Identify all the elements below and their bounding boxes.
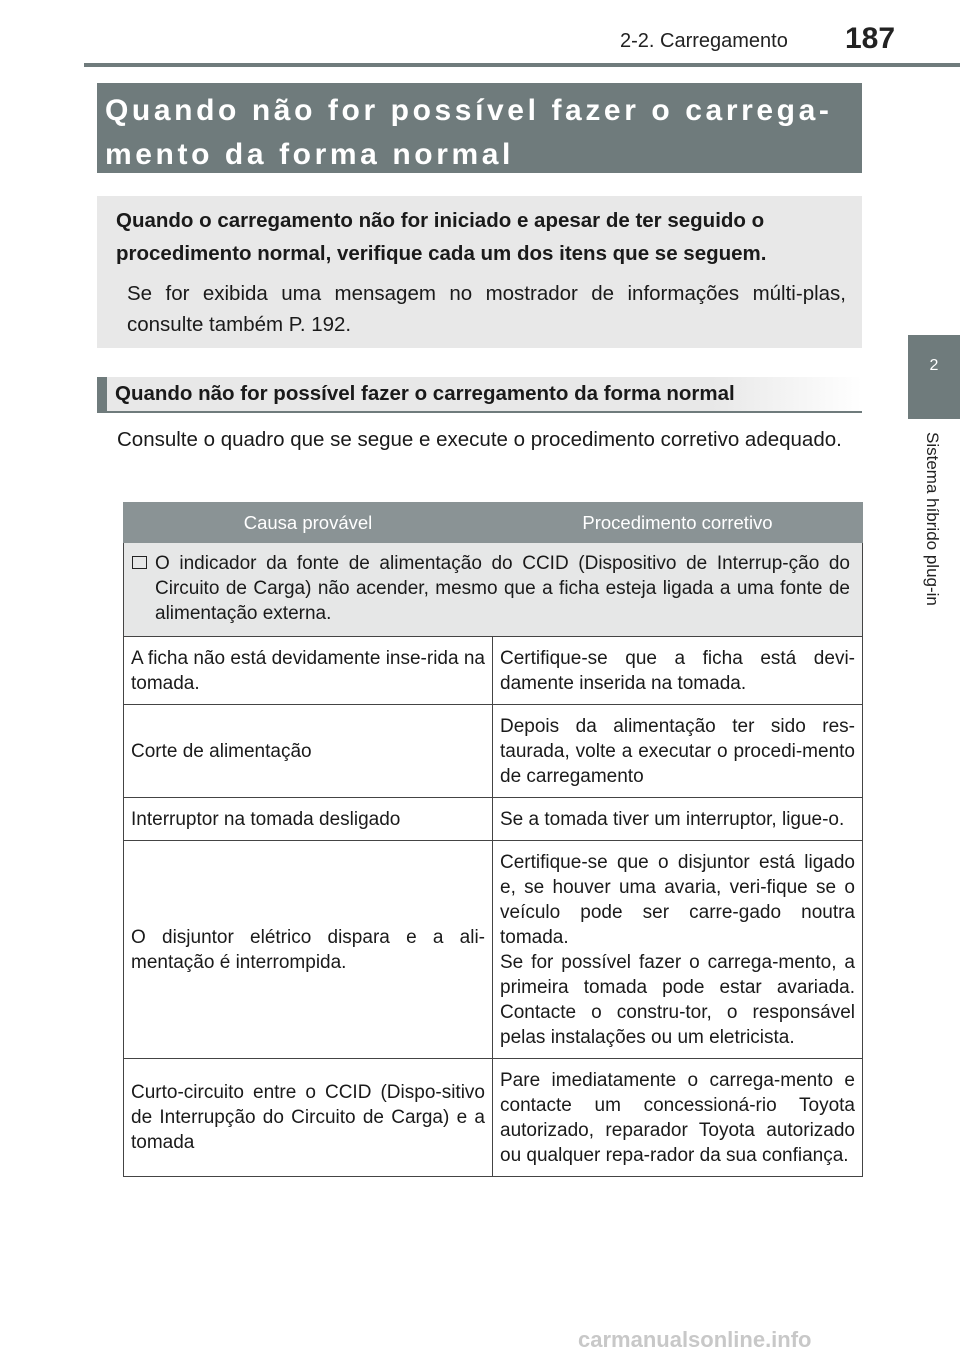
table-header-row bbox=[124, 503, 863, 543]
table-row bbox=[124, 705, 863, 798]
subheading-bar bbox=[97, 377, 862, 413]
chapter-tab-number: 2 bbox=[929, 357, 939, 374]
page-title-line-2: mento da forma normal bbox=[105, 138, 514, 171]
solution-cell: Se a tomada tiver um interruptor, ligue-o. bbox=[493, 798, 863, 841]
cause-cell: Corte de alimentação bbox=[124, 705, 493, 798]
table-group-title: O indicador da fonte de alimentação do CCID (Dispositivo de Interrup-ção do Circuito de Carga) não acender, mesmo que a ficha esteja ligada a uma fonte de alimentação externa. bbox=[155, 553, 850, 624]
column-header-cause: Causa provável bbox=[124, 503, 493, 543]
cause-cell: Curto-circuito entre o CCID (Dispo-sitivo de Interrupção do Circuito de Carga) e a tomada bbox=[124, 1059, 493, 1177]
solution-cell: Pare imediatamente o carrega-mento e contacte um concessioná-rio Toyota autorizado, reparador Toyota autorizado ou qualquer repa-rador da sua confiança. bbox=[493, 1059, 863, 1177]
solution-cell: Certifique-se que a ficha está devi-damente inserida na tomada. bbox=[493, 637, 863, 705]
cause-cell: O disjuntor elétrico dispara e a ali-mentação é interrompida. bbox=[124, 841, 493, 1059]
chapter-tab bbox=[908, 335, 960, 419]
header-rule bbox=[84, 63, 960, 67]
page-title bbox=[105, 89, 862, 177]
solution-cell: Depois da alimentação ter sido res-taurada, volte a executar o procedi-mento de carregamento bbox=[493, 705, 863, 798]
instruction-text: Consulte o quadro que se segue e execute o procedimento corretivo adequado. bbox=[117, 428, 842, 451]
page-number: 187 bbox=[845, 22, 896, 55]
section-header: 2-2. Carregamento bbox=[620, 30, 788, 52]
table-row bbox=[124, 1059, 863, 1177]
table-group-cell bbox=[124, 543, 863, 637]
column-header-solution: Procedimento corretivo bbox=[493, 503, 863, 543]
solution-paragraph-2: Se for possível fazer o carrega-mento, a primeira tomada pode estar avariada. Contacte o constru-tor, o responsável pelas instalações ou um eletricista. bbox=[500, 952, 855, 1048]
cause-cell: A ficha não está devidamente inse-rida na tomada. bbox=[124, 637, 493, 705]
subheading: Quando não for possível fazer o carregamento da forma normal bbox=[115, 382, 735, 405]
causes-table bbox=[123, 502, 863, 1177]
intro-summary: Quando o carregamento não for iniciado e apesar de ter seguido o procedimento normal, verifique cada um dos itens que se seguem. bbox=[116, 209, 767, 265]
table-row bbox=[124, 798, 863, 841]
table-row bbox=[124, 637, 863, 705]
chapter-tab-label: Sistema híbrido plug-in bbox=[923, 432, 942, 606]
table-group-row bbox=[124, 543, 863, 637]
page-title-line-1: Quando não for possível fazer o carrega- bbox=[105, 94, 833, 127]
intro-note: Se for exibida uma mensagem no mostrador de informações múlti-plas, consulte também P. 192. bbox=[127, 282, 846, 336]
solution-paragraph-1: Certifique-se que o disjuntor está ligado e, se houver uma avaria, veri-fique se o veículo pode ser carre-gado noutra tomada. bbox=[500, 852, 855, 948]
footer-watermark: carmanualsonline.info bbox=[578, 1327, 812, 1352]
page-title-box bbox=[97, 83, 862, 173]
solution-cell bbox=[493, 841, 863, 1059]
checkbox-icon bbox=[132, 556, 147, 569]
intro-box bbox=[97, 196, 862, 348]
table-row bbox=[124, 841, 863, 1059]
cause-cell: Interruptor na tomada desligado bbox=[124, 798, 493, 841]
